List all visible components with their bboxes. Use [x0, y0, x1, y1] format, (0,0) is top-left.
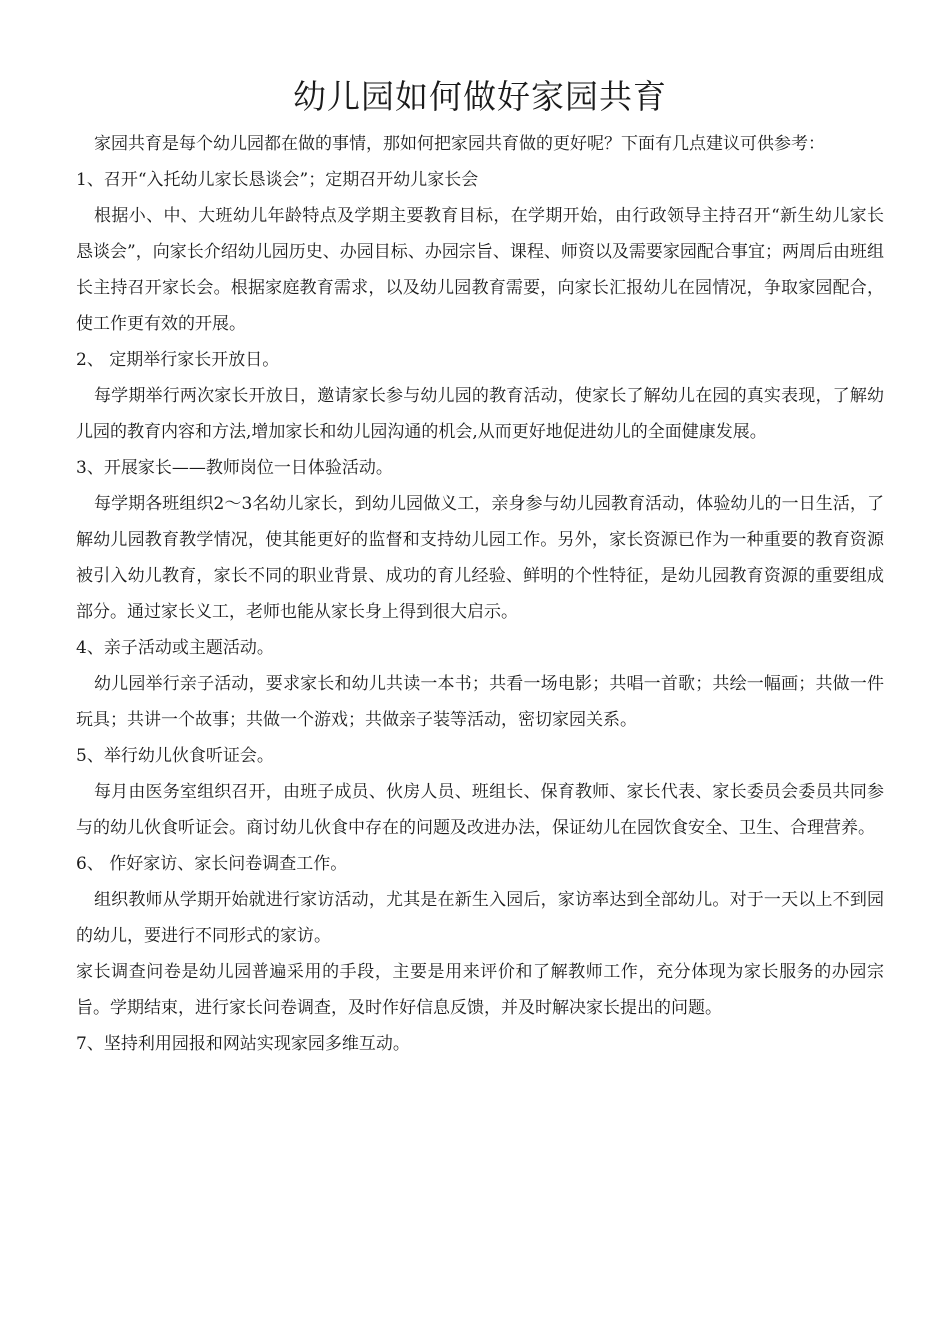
section-6-heading: 6、 作好家访、家长问卷调查工作。: [76, 854, 348, 874]
section-7-heading: 7、坚持利用园报和网站实现家园多维互动。: [76, 1034, 410, 1054]
section-6-body: 组织教师从学期开始就进行家访活动，尤其是在新生入园后，家访率达到全部幼儿。对于一天以上不到园的幼儿，要进行不同形式的家访。: [76, 890, 884, 946]
section-2-body: 每学期举行两次家长开放日，邀请家长参与幼儿园的教育活动，使家长了解幼儿在园的真实表现，了解幼儿园的教育内容和方法,增加家长和幼儿园沟通的机会,从而更好地促进幼儿的全面健康发展。: [76, 386, 884, 442]
intro-paragraph: 家园共育是每个幼儿园都在做的事情，那如何把家园共育做的更好呢？下面有几点建议可供参考：: [94, 134, 825, 154]
section-3-heading: 3、开展家长——教师岗位一日体验活动。: [76, 458, 393, 478]
section-4-body: 幼儿园举行亲子活动，要求家长和幼儿共读一本书；共看一场电影；共唱一首歌；共绘一幅画；共做一件玩具；共讲一个故事；共做一个游戏；共做亲子装等活动，密切家园关系。: [76, 674, 884, 730]
section-2-heading: 2、 定期举行家长开放日。: [76, 350, 280, 370]
section-3-body: 每学期各班组织2～3名幼儿家长，到幼儿园做义工，亲身参与幼儿园教育活动，体验幼儿的一日生活，了解幼儿园教育教学情况，使其能更好的监督和支持幼儿园工作。另外，家长资源已作为一种重要的教育资源被引入幼儿教育，家长不同的职业背景、成功的育儿经验、鲜明的个性特征，是幼儿园教育资源的重要组成部分。通过家长义工，老师也能从家长身上得到很大启示。: [76, 494, 884, 622]
section-5-body: 每月由医务室组织召开，由班子成员、伙房人员、班组长、保育教师、家长代表、家长委员会委员共同参与的幼儿伙食听证会。商讨幼儿伙食中存在的问题及改进办法，保证幼儿在园饮食安全、卫生、合理营养。: [76, 782, 884, 838]
section-6-body-continued: 家长调查问卷是幼儿园普遍采用的手段，主要是用来评价和了解教师工作，充分体现为家长服务的办园宗旨。学期结束，进行家长问卷调查，及时作好信息反馈，并及时解决家长提出的问题。: [76, 962, 884, 1018]
section-1-body: 根据小、中、大班幼儿年龄特点及学期主要教育目标，在学期开始，由行政领导主持召开“新生幼儿家长恳谈会”，向家长介绍幼儿园历史、办园目标、办园宗旨、课程、师资以及需要家园配合事宜；两周后由班组长主持召开家长会。根据家庭教育需求，以及幼儿园教育需要，向家长汇报幼儿在园情况，争取家园配合，使工作更有效的开展。: [76, 206, 884, 334]
section-5-heading: 5、举行幼儿伙食听证会。: [76, 746, 274, 766]
document-title: 幼儿园如何做好家园共育: [293, 77, 667, 116]
section-4-heading: 4、亲子活动或主题活动。: [76, 638, 274, 658]
section-1-heading: 1、召开“入托幼儿家长恳谈会”；定期召开幼儿家长会: [76, 170, 479, 190]
